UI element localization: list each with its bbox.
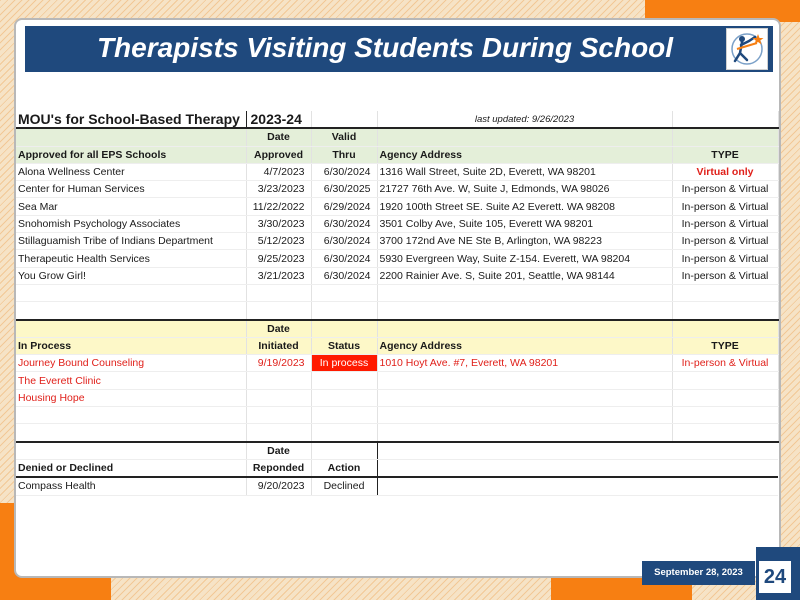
figure-star-logo-icon — [726, 28, 768, 70]
spacer-row — [16, 407, 778, 424]
header-thru: Thru — [311, 146, 377, 163]
header-status: Status — [311, 337, 377, 354]
header-denied-section: Denied or Declined — [16, 459, 246, 477]
table-row: The Everett Clinic — [16, 372, 778, 389]
header-agency-address: Agency Address — [377, 146, 672, 163]
table-title-row — [16, 111, 778, 128]
in-process-header-row-2: In Process Initiated Status Agency Address TYPE — [16, 337, 778, 354]
denied-header-row-1: Date — [16, 442, 778, 460]
header-type: TYPE — [672, 146, 778, 163]
header-action: Action — [311, 459, 377, 477]
status-badge: In process — [311, 355, 377, 372]
page-number: 24 — [759, 561, 791, 593]
table-row: Journey Bound Counseling 9/19/2023 In process 1010 Hoyt Ave. #7, Everett, WA 98201 In-person & Virtual — [16, 355, 778, 372]
header-approved-section: Approved for all EPS Schools — [16, 146, 246, 163]
table-heading: MOU's for School-Based Therapy — [16, 111, 246, 128]
title-bar — [25, 26, 773, 72]
last-updated: last updated: 9/26/2023 — [377, 111, 672, 128]
table-row: Alona Wellness Center 4/7/2023 6/30/2024 1316 Wall Street, Suite 2D, Everett, WA 98201 Virtual only — [16, 163, 778, 180]
table-row: Stillaguamish Tribe of Indians Department 5/12/2023 6/30/2024 3700 172nd Ave NE Ste B, Arlington, WA 98223 In-person & Virtual — [16, 233, 778, 250]
approved-header-row-2 — [16, 146, 778, 163]
header-valid: Valid — [311, 128, 377, 146]
spacer-row — [16, 302, 778, 320]
school-year: 2023-24 — [246, 111, 311, 128]
type-badge: Virtual only — [672, 163, 778, 180]
table-row: Snohomish Psychology Associates 3/30/2023 6/30/2024 3501 Colby Ave, Suite 105, Everett WA 98201 In-person & Virtual — [16, 215, 778, 232]
table-row: Center for Human Services 3/23/2023 6/30/2025 21727 76th Ave. W, Suite J, Edmonds, WA 98026 In-person & Virtual — [16, 181, 778, 198]
in-process-header-row-1: Date — [16, 320, 778, 338]
denied-header-row-2: Denied or Declined Reponded Action — [16, 459, 778, 477]
header-date: Date — [246, 128, 311, 146]
header-in-process-section: In Process — [16, 337, 246, 354]
slide-date: September 28, 2023 — [642, 561, 755, 585]
mou-table — [16, 111, 779, 496]
table-row: Compass Health 9/20/2023 Declined — [16, 477, 778, 495]
spacer-row — [16, 284, 778, 301]
table-row: You Grow Girl! 3/21/2023 6/30/2024 2200 Rainier Ave. S, Suite 201, Seattle, WA 98144 In-person & Virtual — [16, 267, 778, 284]
slide-title: Therapists Visiting Students During School — [96, 32, 674, 63]
table-row: Housing Hope — [16, 389, 778, 406]
header-approved: Approved — [246, 146, 311, 163]
table-row: Sea Mar 11/22/2022 6/29/2024 1920 100th Street SE. Suite A2 Everett. WA 98208 In-person & Virtual — [16, 198, 778, 215]
approved-header-row-1 — [16, 128, 778, 146]
spacer-row — [16, 424, 778, 442]
table-row: Therapeutic Health Services 9/25/2023 6/30/2024 5930 Evergreen Way, Suite Z-154. Everett, WA 98204 In-person & Virtual — [16, 250, 778, 267]
